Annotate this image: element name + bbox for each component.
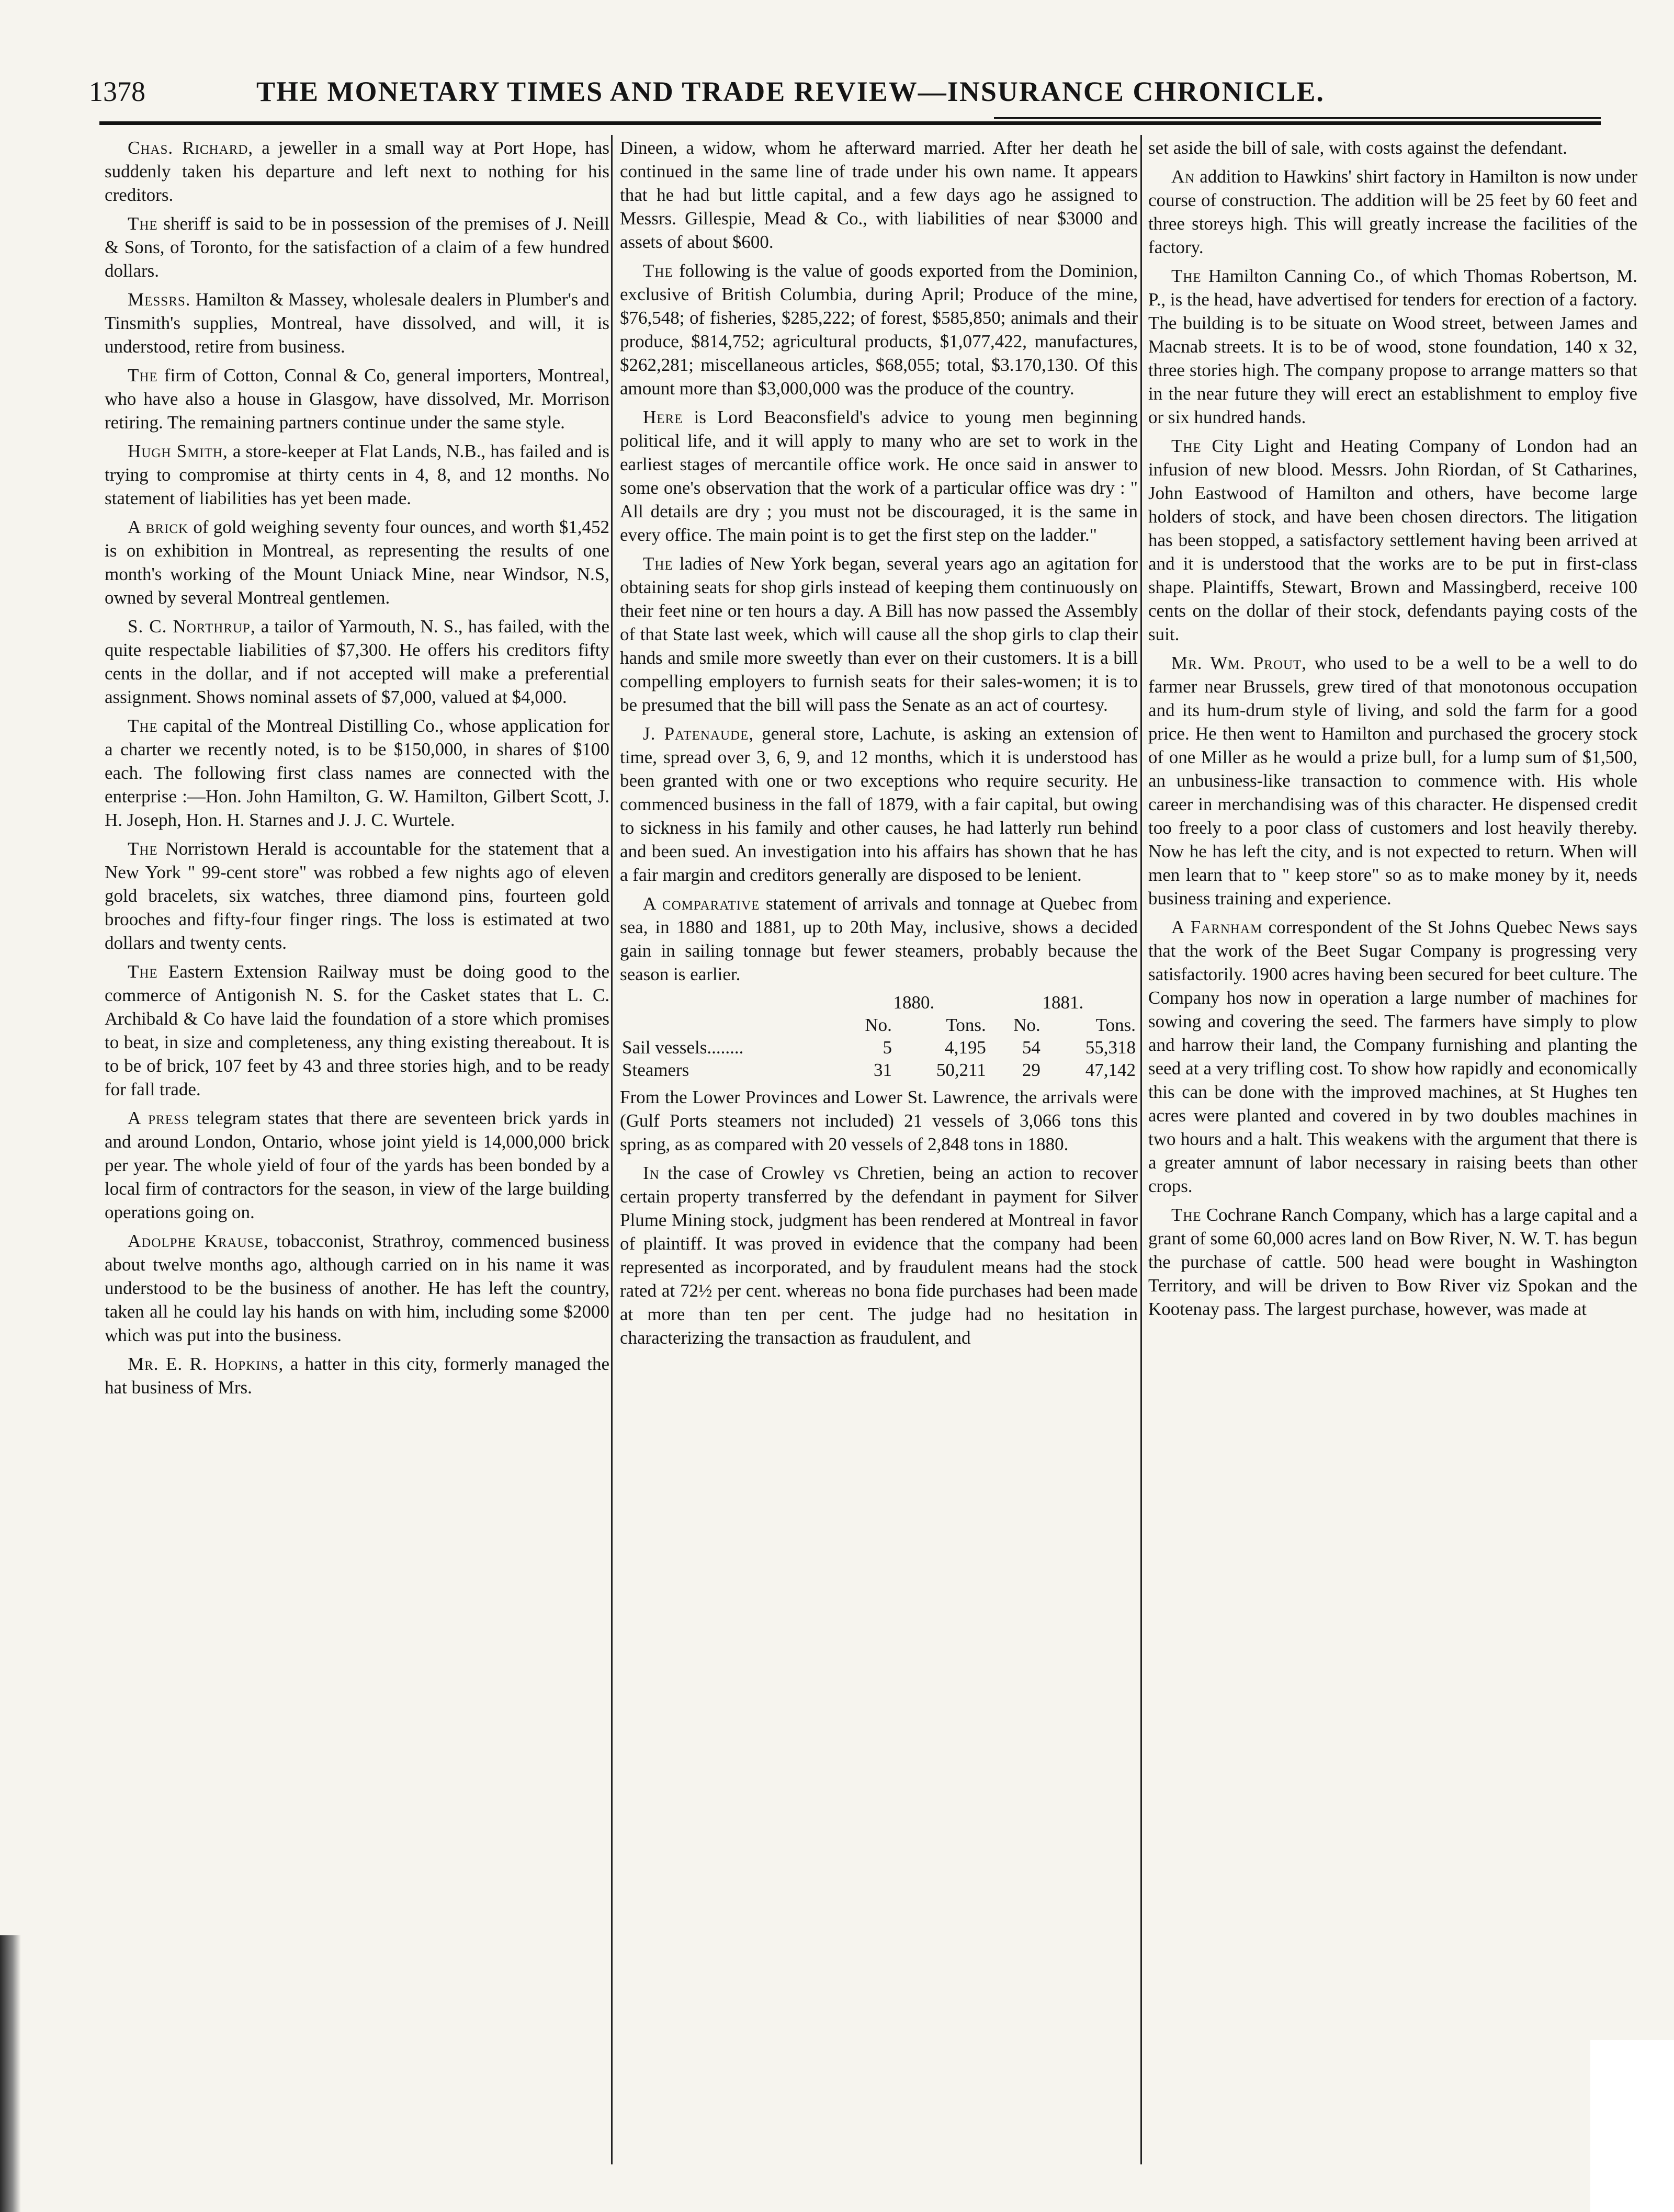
paragraph-text: general store, Lachute, is asking an extension of time, spread over 3, 6, 9, and 12 months, which it is understood has been granted with one or two exceptions who require security. He commenced business in the fall of 1879, with a fair capital, but owing to sickness in his family and other causes, he had latterly run behind and been sued. An investigation into his affairs has shown that he has a fair margin and creditors generally are disposed to be lenient. (620, 723, 1138, 885)
article-paragraph (620, 136, 1138, 254)
article-paragraph (1148, 915, 1637, 1198)
article-paragraph (105, 714, 609, 832)
paragraph-text: From the Lower Provinces and Lower St. Lawrence, the arrivals were (Gulf Ports steamers not included) 21 vessels of 3,066 tons this spring, as as compared with 20 vessels of 2,848 tons in 1880. (620, 1087, 1138, 1154)
paragraph-text: a tailor of Yarmouth, N. S., has failed, with the quite respectable liabilities of $7,300. He offers his creditors fifty cents in the dollar, and if not accepted will make a preferential assignment. Shows nominal assets of $7,000, valued at $4,000. (105, 616, 609, 707)
paragraph-lead: Here (643, 407, 683, 427)
paragraph-text: Hamilton Canning Co., of which Thomas Robertson, M. P., is the head, have advertised for tenders for erection of a factory. The building is to be situate on Wood street, between James and Macnab streets. It is to be of wood, stone foundation, 140 x 32, three stories high. The company propose to arrange matters so that in the near future they will erect an establishment to employ five or six hundred hands. (1148, 266, 1637, 427)
page-corner-curl (1590, 2040, 1674, 2212)
table-cell: 5 (883, 1037, 892, 1058)
paragraph-lead: A Farnham (1171, 917, 1263, 937)
article-paragraph (620, 1085, 1138, 1156)
table-year-1881: 1881. (1042, 992, 1084, 1013)
article-paragraph (105, 515, 609, 609)
article-paragraph (105, 288, 609, 358)
table-cell: 54 (1022, 1037, 1040, 1058)
table-cell: 31 (873, 1060, 892, 1080)
paragraph-text: a hatter in this city, formerly managed the hat business of Mrs. (105, 1354, 609, 1398)
paragraph-lead: Mr. Wm. Prout, (1171, 653, 1307, 673)
article-paragraph (620, 722, 1138, 887)
table-row-label: Sail vessels........ (622, 1037, 744, 1058)
table-subhead: No. (1013, 1015, 1040, 1035)
paragraph-lead: Adolphe Krause, (128, 1231, 269, 1251)
paragraph-lead: The (128, 213, 158, 234)
paragraph-text: is Lord Beaconsfield's advice to young men beginning political life, and it will apply to many who are set to work in the earliest stages of mercantile office work. He once said in answer to some one's observation that the work of a particular office was dry : " All details are dry ; you must not be discouraged, it is the same in every office. The main point is to get the first step on the ladder." (620, 407, 1138, 545)
paragraph-text: Eastern Extension Railway must be doing good to the commerce of Antigonish N. S. for the Casket states that L. C. Archibald & Co have laid the foundation of a store which promises to beat, in size and completeness, any thing existing thereabout. It is to be of brick, 107 feet by 43 and three stories high, and to be ready for fall trade. (105, 961, 609, 1099)
paragraph-lead: In (643, 1163, 660, 1183)
table-cell: 47,142 (1085, 1060, 1136, 1080)
article-paragraph (1148, 264, 1637, 429)
paragraph-lead: Chas. Richard, (128, 138, 254, 158)
paragraph-lead: A comparative (643, 893, 760, 914)
paragraph-lead: A press (128, 1108, 189, 1128)
table-subhead: Tons. (1095, 1015, 1136, 1035)
column-2 (620, 136, 1138, 2176)
table-row-label: Steamers (622, 1060, 689, 1080)
article-paragraph (620, 1161, 1138, 1349)
table-cell: 29 (1022, 1060, 1040, 1080)
table-subhead-blank (620, 1014, 840, 1036)
paragraph-text: statement of arrivals and tonnage at Quebec from sea, in 1880 and 1881, up to 20th May, inclusive, shows a decided gain in sailing tonnage but fewer steamers, probably because the season is earlier. (620, 893, 1138, 984)
paragraph-lead: The (128, 716, 158, 736)
page-number: 1378 (89, 76, 145, 107)
paragraph-text: following is the value of goods exported from the Dominion, exclusive of British Columbia, during April; Produce of the mine, $76,548; of fisheries, $285,222; of forest, $585,850; animals and their produce, $814,752; agricultural products, $1,077,422, manufactures, $262,281; miscellaneous articles, $68,055; total, $3.170,130. Of this amount more than $3,000,000 was the produce of the country. (620, 260, 1138, 399)
paragraph-text: Cochrane Ranch Company, which has a large capital and a grant of some 60,000 acres land on Bow River, N. W. T. has begun the purchase of cattle. 500 head were bought in Washington Territory, and will be driven to Bow River viz Spokan and the Kootenay pass. The largest purchase, however, was made at (1148, 1205, 1637, 1319)
paragraph-text: telegram states that there are seventeen brick yards in and around London, Ontario, whose joint yield is 14,000,000 brick per year. The whole yield of four of the yards has been bonded by a local firm of contractors for the season, in view of the large building operations going on. (105, 1108, 609, 1222)
article-paragraph (105, 960, 609, 1101)
paragraph-lead: The (1171, 1205, 1202, 1225)
paragraph-lead: J. Patenaude, (643, 723, 754, 744)
table-subhead: Tons. (946, 1015, 986, 1035)
paragraph-text: addition to Hawkins' shirt factory in Hamilton is now under course of construction. The addition will be 25 feet by 60 feet and three storeys high. This will greatly increase the facilities of the factory. (1148, 166, 1637, 257)
paragraph-lead: Mr. E. R. Hopkins, (128, 1354, 284, 1374)
paragraph-text: tobacconist, Strathroy, commenced business about twelve months ago, although carried on in his name it was understood to be the business of another. He has left the country, taken all he could lay his hands on with him, including some $2000 which was put into the business. (105, 1231, 609, 1345)
paragraph-text: of gold weighing seventy four ounces, and worth $1,452 is on exhibition in Montreal, as representing the results of one month's working of the Mount Uniack Mine, near Windsor, N.S, owned by several Montreal gentlemen. (105, 517, 609, 608)
article-paragraph (105, 1229, 609, 1347)
paragraph-lead: The (128, 838, 158, 859)
paragraph-lead: The (643, 260, 673, 281)
paragraph-lead: The (1171, 436, 1202, 456)
article-paragraph (105, 364, 609, 434)
paragraph-text: firm of Cotton, Connal & Co, general importers, Montreal, who have also a house in Glasgow, have dissolved, Mr. Morrison retiring. The remaining partners continue under the same style. (105, 365, 609, 433)
article-paragraph (620, 405, 1138, 547)
paragraph-lead: Messrs. (128, 289, 191, 310)
table-corner (620, 991, 840, 1014)
column-3 (1148, 136, 1637, 2176)
article-paragraph (105, 837, 609, 955)
table-row (620, 1059, 1138, 1081)
column-1 (105, 136, 609, 2176)
table-cell: 55,318 (1085, 1037, 1136, 1058)
running-head: THE MONETARY TIMES AND TRADE REVIEW—INSURANCE CHRONICLE. (256, 76, 1325, 107)
column-2-top (620, 136, 1138, 986)
paragraph-lead: The (128, 961, 158, 982)
article-paragraph (105, 1352, 609, 1399)
paragraph-lead: The (1171, 266, 1202, 286)
header-rule-thin (994, 117, 1601, 119)
article-paragraph (1148, 165, 1637, 259)
paragraph-text: Hamilton & Massey, wholesale dealers in Plumber's and Tinsmith's supplies, Montreal, have dissolved, and will, it is understood, retire from business. (105, 289, 609, 357)
article-paragraph (105, 212, 609, 282)
paragraph-lead: Hugh Smith, (128, 441, 228, 461)
article-paragraph (1148, 651, 1637, 910)
paragraph-lead: The (128, 365, 158, 385)
paragraph-text: Norristown Herald is accountable for the statement that a New York " 99-cent store" was robbed a few nights ago of eleven gold bracelets, six watches, three diamond pins, fourteen gold brooches and fifty-four finger rings. The loss is estimated at two dollars and twenty cents. (105, 838, 609, 953)
table-cell: 50,211 (936, 1060, 986, 1080)
paragraph-text: sheriff is said to be in possession of the premises of J. Neill & Sons, of Toronto, for the satisfaction of a claim of a few hundred dollars. (105, 213, 609, 281)
article-paragraph (620, 259, 1138, 400)
page-binding-edge (0, 1935, 21, 2212)
paragraph-lead: S. C. Northrup, (128, 616, 256, 637)
paragraph-lead: A brick (128, 517, 189, 537)
article-paragraph (1148, 136, 1637, 160)
table-subhead-row (620, 1014, 1138, 1036)
header-rule (99, 121, 1601, 125)
article-paragraph (105, 439, 609, 510)
table-cell: 4,195 (945, 1037, 986, 1058)
article-paragraph (620, 552, 1138, 717)
paragraph-text: who used to be a well to be a well to do farmer near Brussels, grew tired of that monotonous occupation and its hum-drum style of living, and sold the farm for a good price. He then went to Hamilton and purchased the grocery stock of one Miller as he would a prize bull, for a lump sum of $1,500, an unbusiness-like transaction to commence with. His whole career in merchandising was of this character. He dispensed credit too freely to a poor class of customers and lost heavily thereby. Now he has left the city, and is not expected to return. When will men learn that to " keep store" so as to make money by it, needs business training and experience. (1148, 653, 1637, 909)
paragraph-text: a store-keeper at Flat Lands, N.B., has failed and is trying to compromise at thirty cents in 4, 8, and 12 months. No statement of liabilities has yet been made. (105, 441, 609, 508)
table-row (620, 1036, 1138, 1059)
paragraph-lead: The (643, 553, 673, 574)
paragraph-text: the case of Crowley vs Chretien, being an action to recover certain property transferred by the defendant in payment for Silver Plume Mining stock, judgment has been rendered at Montreal in favor of plaintiff. It was proved in evidence that the company had been represented as incorporated, and by fraudulent means had the stock rated at 72½ per cent. whereas no bona fide purchases had been made at more than ten per cent. The judge had no hesitation in characterizing the transaction as fraudulent, and (620, 1163, 1138, 1348)
table-subhead: No. (865, 1015, 892, 1035)
paragraph-lead: An (1171, 166, 1195, 187)
article-paragraph (620, 892, 1138, 986)
table-year-1880: 1880. (893, 992, 935, 1013)
column-2-bottom (620, 1085, 1138, 1349)
article-paragraph (1148, 434, 1637, 646)
paragraph-text: Dineen, a widow, whom he afterward married. After her death he continued in the same line of trade under his own name. It appears that he had but little capital, and a few days ago he assigned to Messrs. Gillespie, Mead & Co., with liabilities of near $3000 and assets of about $600. (620, 138, 1138, 252)
column-divider-2 (1140, 135, 1142, 2164)
table-year-row (620, 991, 1138, 1014)
column-divider-1 (611, 135, 613, 2164)
paragraph-text: set aside the bill of sale, with costs against the defendant. (1148, 138, 1567, 158)
arrivals-table (620, 991, 1138, 1081)
article-paragraph (105, 136, 609, 207)
article-paragraph (1148, 1203, 1637, 1321)
article-paragraph (105, 1106, 609, 1224)
paragraph-text: correspondent of the St Johns Quebec News says that the work of the Beet Sugar Company is progressing very satisfactorily. 1900 acres having been secured for beet culture. The Company hos now in operation a large number of machines for sowing and covering the seed. The farmers have simply to plow and harrow their land, the Company furnishing and planting the seed at a very trifling cost. To show how rapidly and economically this can be done with the improved machines, at St Hughes ten acres were planted and covered in by two doubles machines in two hours and a halt. This weakens with the argument that there is a greater amnunt of labor necessary in raising beets than other crops. (1148, 917, 1637, 1196)
paragraph-text: ladies of New York began, several years ago an agitation for obtaining seats for shop girls instead of keeping them continuously on their feet nine or ten hours a day. A Bill has now passed the Assembly of that State last week, which will cause all the shop girls to clap their hands and smile more sweetly than ever on their customers. It is a bill compelling employers to furnish seats for their sales-women; it is to be presumed that the bill will pass the Senate as an act of courtesy. (620, 553, 1138, 715)
paragraph-text: capital of the Montreal Distilling Co., whose application for a charter we recently noted, is to be $150,000, in shares of $100 each. The following first class names are connected with the enterprise :—Hon. John Hamilton, G. W. Hamilton, Gilbert Scott, J. H. Joseph, Hon. H. Starnes and J. J. C. Wurtele. (105, 716, 609, 830)
page-header (89, 63, 1580, 120)
paragraph-text: City Light and Heating Company of London had an infusion of new blood. Messrs. John Riordan, of St Catharines, John Eastwood of Hamilton and others, have become large holders of stock, and have been chosen directors. The litigation has been stopped, a satisfactory settlement having been arrived at and it is understood that the works are to be put in first-class shape. Plaintiffs, Stewart, Brown and Massingberd, receive 100 cents on the dollar of their stock, defendants paying costs of the suit. (1148, 436, 1637, 644)
paragraph-text: a jeweller in a small way at Port Hope, has suddenly taken his departure and left next to nothing for his creditors. (105, 138, 609, 205)
article-paragraph (105, 615, 609, 709)
